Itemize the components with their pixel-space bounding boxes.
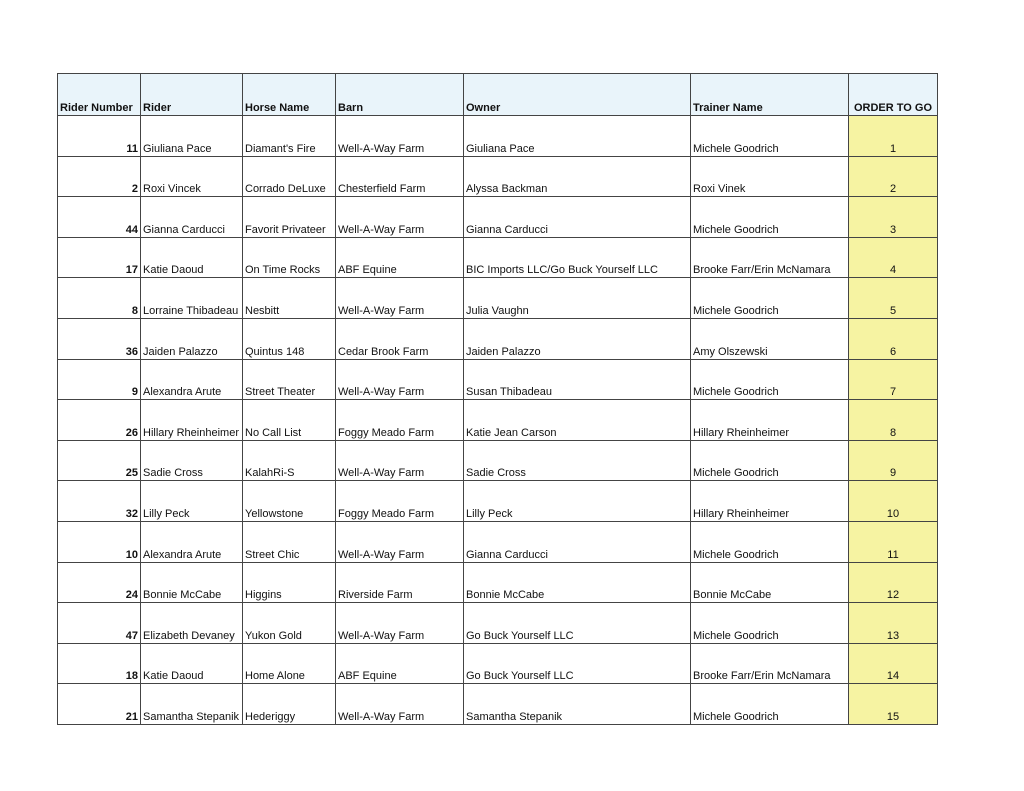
owner-cell: Go Buck Yourself LLC xyxy=(464,643,691,684)
rider-number-cell: 8 xyxy=(58,278,141,319)
order-to-go-cell: 4 xyxy=(849,237,938,278)
barn-cell: ABF Equine xyxy=(336,237,464,278)
rider-number-cell: 47 xyxy=(58,603,141,644)
table-row xyxy=(58,116,938,157)
horse-name-cell: On Time Rocks xyxy=(243,237,336,278)
owner-cell: Bonnie McCabe xyxy=(464,562,691,603)
barn-cell: Cedar Brook Farm xyxy=(336,318,464,359)
order-of-go-sheet xyxy=(57,73,938,725)
order-to-go-cell: 10 xyxy=(849,481,938,522)
table-row xyxy=(58,318,938,359)
rider-cell: Bonnie McCabe xyxy=(141,562,243,603)
table-row xyxy=(58,359,938,400)
horse-name-cell: Yukon Gold xyxy=(243,603,336,644)
rider-number-cell: 32 xyxy=(58,481,141,522)
owner-cell: Gianna Carducci xyxy=(464,197,691,238)
rider-cell: Sadie Cross xyxy=(141,440,243,481)
order-to-go-cell: 13 xyxy=(849,603,938,644)
trainer-name-cell: Hillary Rheinheimer xyxy=(691,481,849,522)
horse-name-cell: Nesbitt xyxy=(243,278,336,319)
horse-name-cell: Street Theater xyxy=(243,359,336,400)
rider-cell: Lorraine Thibadeau xyxy=(141,278,243,319)
barn-cell: Well-A-Way Farm xyxy=(336,684,464,725)
order-to-go-cell: 14 xyxy=(849,643,938,684)
order-to-go-cell: 5 xyxy=(849,278,938,319)
trainer-name-cell: Michele Goodrich xyxy=(691,440,849,481)
barn-cell: ABF Equine xyxy=(336,643,464,684)
trainer-name-cell: Michele Goodrich xyxy=(691,197,849,238)
table-row xyxy=(58,278,938,319)
horse-name-cell: Home Alone xyxy=(243,643,336,684)
horse-name-cell: No Call List xyxy=(243,400,336,441)
barn-cell: Chesterfield Farm xyxy=(336,156,464,197)
owner-cell: Katie Jean Carson xyxy=(464,400,691,441)
horse-name-cell: Street Chic xyxy=(243,521,336,562)
table-row xyxy=(58,237,938,278)
rider-cell: Hillary Rheinheimer xyxy=(141,400,243,441)
rider-cell: Lilly Peck xyxy=(141,481,243,522)
trainer-name-cell: Roxi Vinek xyxy=(691,156,849,197)
rider-number-cell: 25 xyxy=(58,440,141,481)
order-to-go-cell: 3 xyxy=(849,197,938,238)
table-row xyxy=(58,603,938,644)
horse-name-cell: Corrado DeLuxe xyxy=(243,156,336,197)
horse-name-cell: Favorit Privateer xyxy=(243,197,336,238)
rider-cell: Elizabeth Devaney xyxy=(141,603,243,644)
table-row xyxy=(58,562,938,603)
owner-cell: Jaiden Palazzo xyxy=(464,318,691,359)
barn-cell: Riverside Farm xyxy=(336,562,464,603)
owner-cell: Go Buck Yourself LLC xyxy=(464,603,691,644)
order-to-go-cell: 12 xyxy=(849,562,938,603)
order-to-go-cell: 9 xyxy=(849,440,938,481)
rider-number-cell: 11 xyxy=(58,116,141,157)
owner-cell: Gianna Carducci xyxy=(464,521,691,562)
rider-cell: Katie Daoud xyxy=(141,643,243,684)
rider-cell: Jaiden Palazzo xyxy=(141,318,243,359)
owner-cell: Giuliana Pace xyxy=(464,116,691,157)
order-to-go-cell: 6 xyxy=(849,318,938,359)
trainer-name-cell: Michele Goodrich xyxy=(691,521,849,562)
owner-cell: Susan Thibadeau xyxy=(464,359,691,400)
barn-cell: Well-A-Way Farm xyxy=(336,521,464,562)
header-barn: Barn xyxy=(336,74,464,116)
table-row xyxy=(58,197,938,238)
rider-cell: Alexandra Arute xyxy=(141,521,243,562)
owner-cell: Lilly Peck xyxy=(464,481,691,522)
rider-number-cell: 26 xyxy=(58,400,141,441)
barn-cell: Well-A-Way Farm xyxy=(336,603,464,644)
table-row xyxy=(58,684,938,725)
table-body xyxy=(58,116,938,725)
header-horse-name: Horse Name xyxy=(243,74,336,116)
horse-name-cell: Diamant's Fire xyxy=(243,116,336,157)
table-row xyxy=(58,481,938,522)
order-to-go-cell: 1 xyxy=(849,116,938,157)
header-order-to-go: ORDER TO GO xyxy=(849,74,938,116)
rider-cell: Giuliana Pace xyxy=(141,116,243,157)
table-row xyxy=(58,643,938,684)
header-row xyxy=(58,74,938,116)
rider-cell: Gianna Carducci xyxy=(141,197,243,238)
horse-name-cell: Higgins xyxy=(243,562,336,603)
table-row xyxy=(58,400,938,441)
trainer-name-cell: Amy Olszewski xyxy=(691,318,849,359)
header-trainer-name: Trainer Name xyxy=(691,74,849,116)
order-to-go-cell: 8 xyxy=(849,400,938,441)
rider-number-cell: 18 xyxy=(58,643,141,684)
trainer-name-cell: Michele Goodrich xyxy=(691,359,849,400)
trainer-name-cell: Michele Goodrich xyxy=(691,116,849,157)
header-rider-number: Rider Number xyxy=(58,74,141,116)
barn-cell: Well-A-Way Farm xyxy=(336,197,464,238)
trainer-name-cell: Michele Goodrich xyxy=(691,684,849,725)
rider-number-cell: 24 xyxy=(58,562,141,603)
horse-name-cell: KalahRi-S xyxy=(243,440,336,481)
owner-cell: BIC Imports LLC/Go Buck Yourself LLC xyxy=(464,237,691,278)
rider-number-cell: 36 xyxy=(58,318,141,359)
order-to-go-cell: 2 xyxy=(849,156,938,197)
barn-cell: Well-A-Way Farm xyxy=(336,116,464,157)
owner-cell: Julia Vaughn xyxy=(464,278,691,319)
rider-cell: Roxi Vincek xyxy=(141,156,243,197)
rider-number-cell: 2 xyxy=(58,156,141,197)
barn-cell: Well-A-Way Farm xyxy=(336,440,464,481)
horse-name-cell: Quintus 148 xyxy=(243,318,336,359)
header-rider: Rider xyxy=(141,74,243,116)
trainer-name-cell: Bonnie McCabe xyxy=(691,562,849,603)
table-row xyxy=(58,521,938,562)
order-to-go-cell: 11 xyxy=(849,521,938,562)
rider-cell: Samantha Stepanik xyxy=(141,684,243,725)
barn-cell: Well-A-Way Farm xyxy=(336,359,464,400)
barn-cell: Foggy Meado Farm xyxy=(336,481,464,522)
order-of-go-table xyxy=(57,73,938,725)
rider-cell: Alexandra Arute xyxy=(141,359,243,400)
trainer-name-cell: Hillary Rheinheimer xyxy=(691,400,849,441)
trainer-name-cell: Brooke Farr/Erin McNamara xyxy=(691,237,849,278)
barn-cell: Foggy Meado Farm xyxy=(336,400,464,441)
trainer-name-cell: Brooke Farr/Erin McNamara xyxy=(691,643,849,684)
rider-number-cell: 9 xyxy=(58,359,141,400)
barn-cell: Well-A-Way Farm xyxy=(336,278,464,319)
horse-name-cell: Hederiggy xyxy=(243,684,336,725)
header-owner: Owner xyxy=(464,74,691,116)
owner-cell: Sadie Cross xyxy=(464,440,691,481)
rider-cell: Katie Daoud xyxy=(141,237,243,278)
order-to-go-cell: 15 xyxy=(849,684,938,725)
owner-cell: Samantha Stepanik xyxy=(464,684,691,725)
rider-number-cell: 44 xyxy=(58,197,141,238)
owner-cell: Alyssa Backman xyxy=(464,156,691,197)
rider-number-cell: 17 xyxy=(58,237,141,278)
trainer-name-cell: Michele Goodrich xyxy=(691,278,849,319)
table-row xyxy=(58,440,938,481)
table-row xyxy=(58,156,938,197)
rider-number-cell: 10 xyxy=(58,521,141,562)
order-to-go-cell: 7 xyxy=(849,359,938,400)
horse-name-cell: Yellowstone xyxy=(243,481,336,522)
rider-number-cell: 21 xyxy=(58,684,141,725)
trainer-name-cell: Michele Goodrich xyxy=(691,603,849,644)
